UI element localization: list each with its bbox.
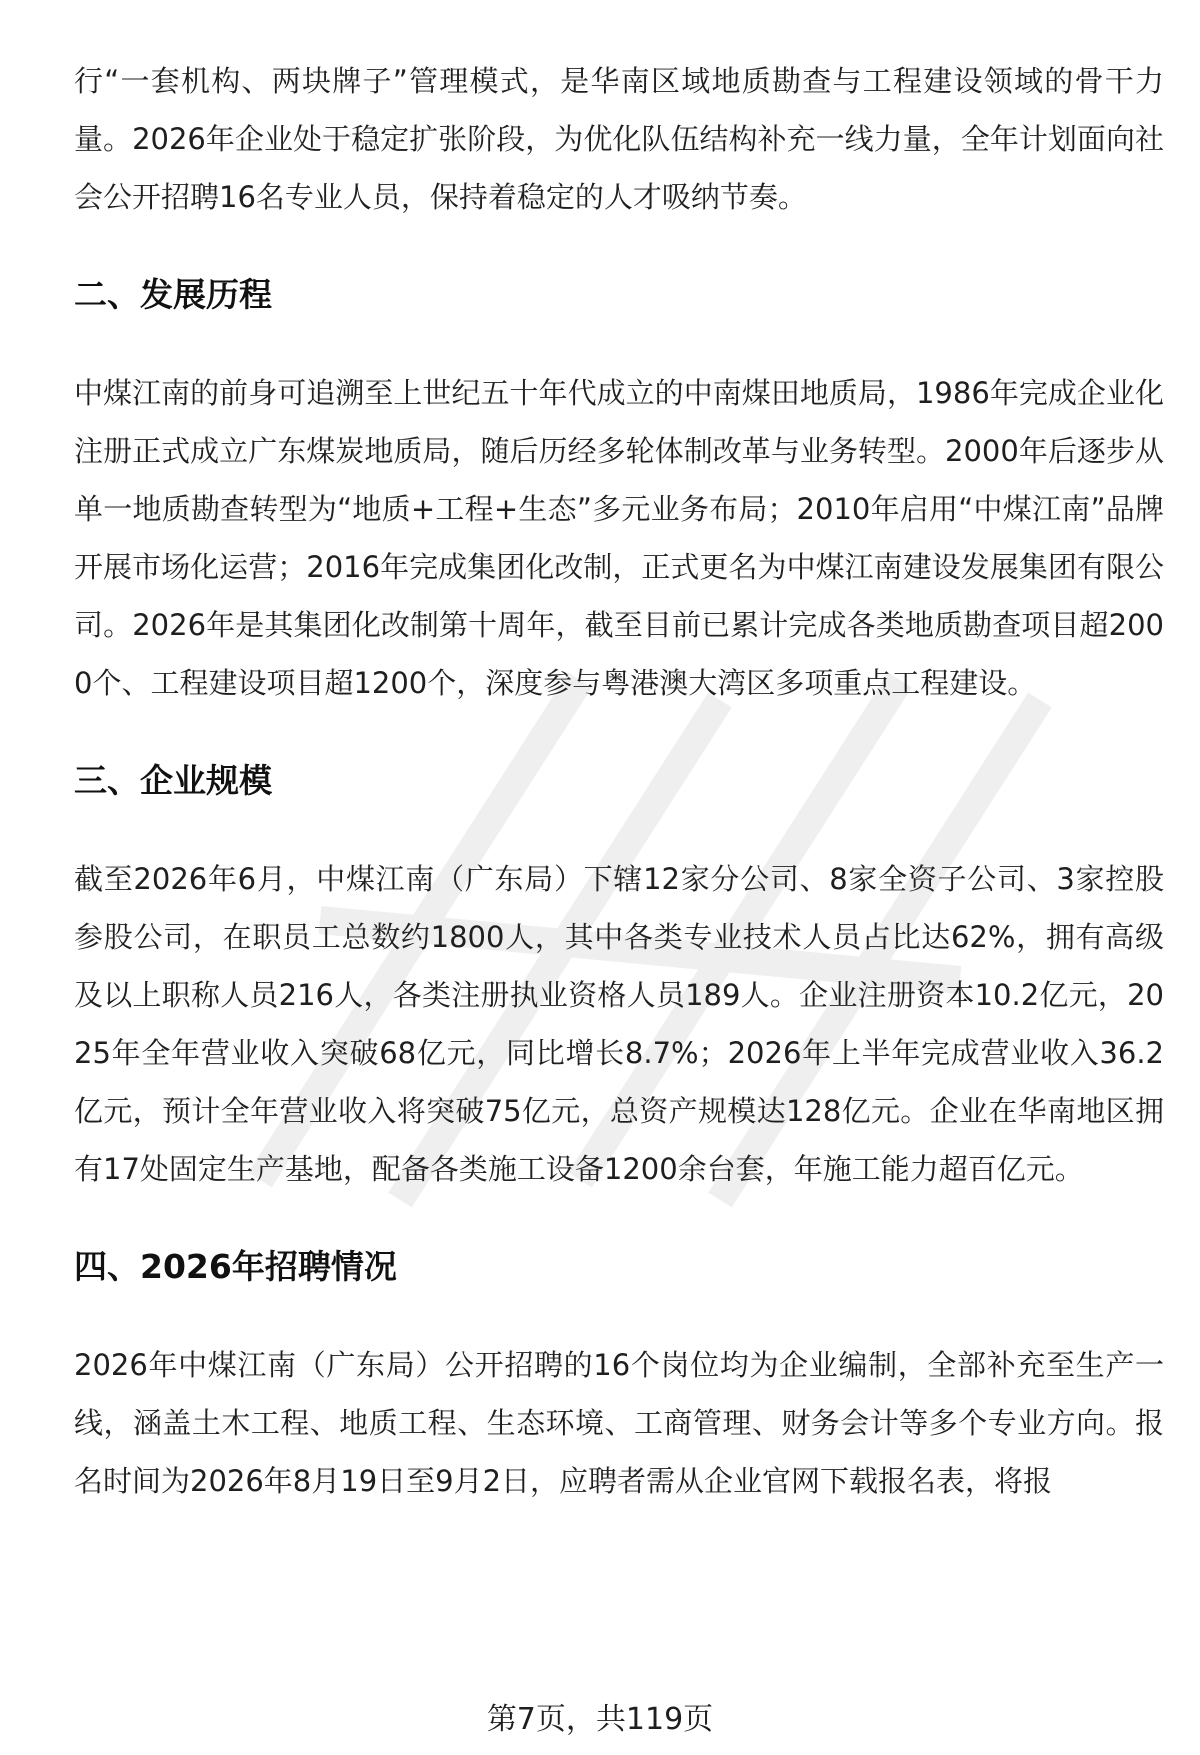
heading-scale: 三、企业规模	[74, 761, 272, 800]
document-body	[74, 52, 1164, 1510]
heading-history: 二、发展历程	[74, 275, 272, 314]
paragraph-recruitment: 2026年中煤江南（广东局）公开招聘的16个岗位均为企业编制，全部补充至生产一线，涵盖土木工程、地质工程、生态环境、工商管理、财务会计等多个专业方向。报名时间为2026年8月19日至9月2日，应聘者需从企业官网下载报名表，将报	[74, 1348, 1164, 1498]
paragraph-scale: 截至2026年6月，中煤江南（广东局）下辖12家分公司、8家全资子公司、3家控股参股公司，在职员工总数约1800人，其中各类专业技术人员占比达62%，拥有高级及以上职称人员216人，各类注册执业资格人员189人。企业注册资本10.2亿元，2025年全年营业收入突破68亿元，同比增长8.7%；2026年上半年完成营业收入36.2亿元，预计全年营业收入将突破75亿元，总资产规模达128亿元。企业在华南地区拥有17处固定生产基地，配备各类施工设备1200余台套，年施工能力超百亿元。	[74, 862, 1164, 1186]
paragraph-intro-continued: 行“一套机构、两块牌子”管理模式，是华南区域地质勘查与工程建设领域的骨干力量。2026年企业处于稳定扩张阶段，为优化队伍结构补充一线力量，全年计划面向社会公开招聘16名专业人员，保持着稳定的人才吸纳节奏。	[74, 64, 1164, 214]
paragraph-history: 中煤江南的前身可追溯至上世纪五十年代成立的中南煤田地质局，1986年完成企业化注册正式成立广东煤炭地质局，随后历经多轮体制改革与业务转型。2000年后逐步从单一地质勘查转型为“地质+工程+生态”多元业务布局；2010年启用“中煤江南”品牌开展市场化运营；2016年完成集团化改制，正式更名为中煤江南建设发展集团有限公司。2026年是其集团化改制第十周年，截至目前已累计完成各类地质勘查项目超2000个、工程建设项目超1200个，深度参与粤港澳大湾区多项重点工程建设。	[74, 376, 1164, 700]
heading-recruitment: 四、2026年招聘情况	[74, 1247, 397, 1286]
page-footer: 第7页，共119页	[486, 1702, 714, 1737]
